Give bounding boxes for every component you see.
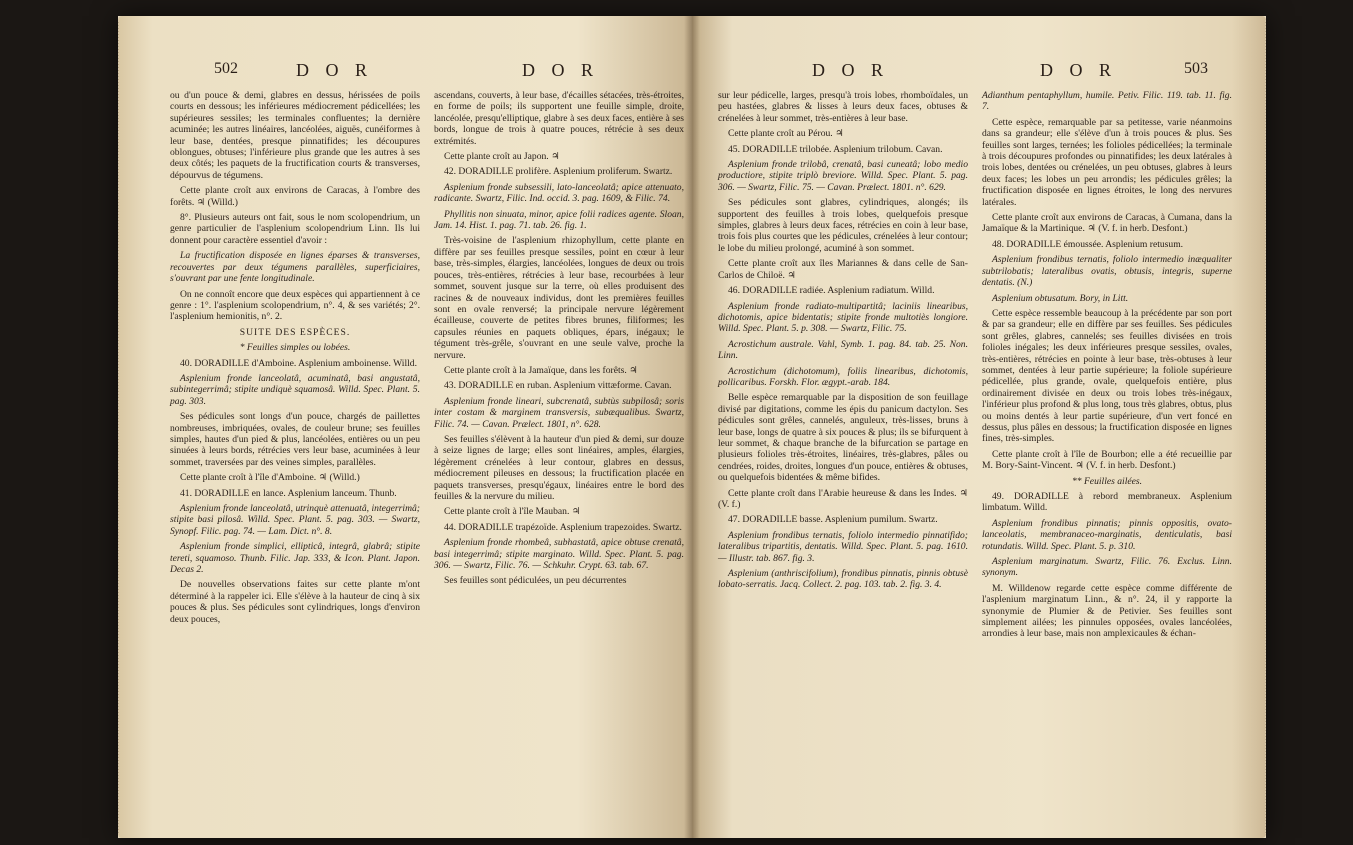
species-entry: 40. DORADILLE d'Amboine. Asplenium amboinense. Willd. xyxy=(180,357,417,369)
paragraph: De nouvelles observations faites sur cette plante m'ont déterminé à la rappeler ici. Elle s'élève à la hauteur de cinq à six pouces & plus. Ses pédicules sont cylindriques, longs d'environ deux pouces, xyxy=(170,579,420,625)
left-page xyxy=(118,16,692,838)
paragraph: Cette plante croît dans l'Arabie heureuse & dans les Indes. ♃ (V. f.) xyxy=(718,487,968,510)
subsection-heading: ** Feuilles ailées. xyxy=(1071,475,1143,487)
page-number-right: 503 xyxy=(1184,60,1208,77)
latin-diagnosis: Asplenium frondibus pinnatis; pinnis oppositis, ovato-lanceolatis, membranaceo-marginatis, denticulatis, basi rotundatis. Willd. Spec. Plant. 5. p. 310. xyxy=(982,517,1232,552)
running-head-right-col2: D O R xyxy=(1040,60,1118,80)
paragraph: La fructification disposée en lignes éparses & transverses, recouvertes par deux tégumens parallèles, superficiaires, s'ouvrant par une fente longitudinale. xyxy=(170,250,420,285)
paragraph: Très-voisine de l'asplenium rhizophyllum, cette plante en diffère par ses feuilles presque sessiles, point en cœur à leur base, très-simples, élargies, lancéolées, longues de deux ou trois pouces, très-entières, rétrécies à leur base, recourbées à leur sommet, souvent jusque sur la terre, où elles produisent des racines & de nouveaux individus, dont les premières feuilles sont en ovale renversé; la principale nervure légèrement écailleuse, couverte de petites fibres brunes, filiformes; les capsules réunies en paquets obliques, épars, inégaux; le tégument très-grêle, s'ouvrant en une seule valve, proche la nervure. xyxy=(434,235,684,361)
species-entry: 49. DORADILLE à rebord membraneux. Asplenium limbatum. Willd. xyxy=(982,491,1232,514)
paragraph: ou d'un pouce & demi, glabres en dessus, hérissées de poils courts en dessous; les inférieures médiocrement pédicellées; les supérieures sessiles; les terminales confluentes; la dernière acuminée; les autres linéaires, lancéolées, aiguës, cunéiformes à leur base, dentées, presque pinnatifides; les découpures oblongues, obtuses; l'inférieure plus grande que les autres à ses deux côtés; les paquets de la fructification courts & transverses, dépourvus de tégumens. xyxy=(170,90,420,181)
latin-diagnosis: Asplenium frondibus ternatis, foliolo intermedio inæqualiter subtrilobatis; lateralibus ovatis, obtusis, integris, superne dentatis. (N.) xyxy=(982,254,1232,289)
running-head-left-col1: D O R xyxy=(296,60,374,80)
species-entry: 47. DORADILLE basse. Asplenium pumilum. Swartz. xyxy=(728,514,938,526)
paragraph: On ne connoît encore que deux espèces qui appartiennent à ce genre : 1°. l'asplenium scolopendrium, n°. 4, & ses variétés; 2°. l'asplenium hemionitis, n°. 2. xyxy=(170,288,420,323)
paragraph: Cette plante croît à l'île Mauban. ♃ xyxy=(444,506,581,518)
book-gutter xyxy=(684,16,700,838)
page-edge-right xyxy=(1265,20,1266,834)
paragraph: Cette espèce, remarquable par sa petitesse, varie néanmoins dans sa grandeur; elle s'élève d'un à trois pouces & plus. Ses feuilles sont larges, ternées; les folioles pédicellées; la terminale à trois découpures profondes ou pinnatifides; les deux latérales à trois lobes, dentées ou crénelées, un peu obtuses, glabres à leurs deux faces; les lobes un peu arrondis; les pédicules grêles; la fructification disposée en lignes étroites, le long des nervures latérales. xyxy=(982,116,1232,208)
paragraph: Cette plante croît à l'île d'Amboine. ♃ (Willd.) xyxy=(180,472,360,484)
species-entry: 46. DORADILLE radiée. Asplenium radiatum. Willd. xyxy=(728,285,935,297)
latin-diagnosis: Asplenium fronde simplici, ellipticâ, integrâ, glabrâ; stipite tereti, squamoso. Thunb. Filic. Jap. 333, & Icon. Plant. Japon. Decas 2. xyxy=(170,541,420,576)
paragraph: Ses feuilles s'élèvent à la hauteur d'un pied & demi, sur douze à seize lignes de large; elles sont linéaires, amples, élargies, légèrement crénelées à leur contour, glabres en dessus, médiocrement pileuses en dessous; la fructification placée en paquets transverses, presqu'égaux, linéaires entre le bord des feuilles & la nervure du milieu. xyxy=(434,433,684,502)
paragraph: Cette espèce ressemble beaucoup à la précédente par son port & par sa grandeur; elle en diffère par ses feuilles. Ses pédicules sont grêles, glabres, cannelés; ses feuilles divisées en trois folioles inégales; les deux inférieures presque sessiles, ovales, très-entières, rétrécies en pointe à leur base, très-obtuses à leur sommet, dentées à leur partie supérieure; la foliole supérieure pédicellée, plus grande, ovale, quelquefois entière, plus ordinairement divisée en deux ou trois lobes très-inégaux, l'inférieur plus profond & plus long, tous très glabres, obtus, plus ou moins dentés à leur partie supérieure, d'un vert foncé en dessus, plus pâles en dessous; la fructification disposée en lignes fines, très-simples. xyxy=(982,307,1232,445)
paragraph: Cette plante croît au Japon. ♃ xyxy=(444,151,560,163)
latin-diagnosis: Asplenium fronde lanceolatâ, acuminatâ, basi angustatâ, subintegerrimâ; stipite undiquè squamosâ. Willd. Spec. Plant. 5. pag. 303. xyxy=(170,372,420,407)
species-entry: 48. DORADILLE émoussée. Asplenium retusum. xyxy=(992,238,1184,250)
latin-diagnosis: Asplenium fronde lineari, subcrenatâ, subtùs subpilosâ; soris inter costam & marginem transversis, subæqualibus. Swartz, Filic. 74. — Cavan. Prælect. 1801, n°. 628. xyxy=(434,395,684,430)
right-column-1 xyxy=(718,90,968,595)
latin-diagnosis: Adianthum pentaphyllum, humile. Petiv. Filic. 119. tab. 11. fig. 7. xyxy=(982,90,1232,113)
running-head-left-col2: D O R xyxy=(522,60,600,80)
paragraph: Cette plante croît à la Jamaïque, dans les forêts. ♃ xyxy=(444,364,638,376)
right-column-2 xyxy=(982,90,1232,644)
section-heading: SUITE DES ESPÈCES. xyxy=(239,326,351,338)
latin-diagnosis: Asplenium obtusatum. Bory, in Litt. xyxy=(992,292,1129,304)
latin-diagnosis: Asplenium frondibus ternatis, foliolo intermedio pinnatifido; lateralibus tripartitis, dentatis. Willd. Spec. Plant. 5. pag. 1610. — Illustr. tab. 867. fig. 3. xyxy=(718,529,968,564)
paragraph: Cette plante croît au Pérou. ♃ xyxy=(728,128,844,140)
species-entry: 41. DORADILLE en lance. Asplenium lanceum. Thunb. xyxy=(180,487,397,499)
left-column-2 xyxy=(434,90,684,591)
paragraph: Ses pédicules sont longs d'un pouce, chargés de paillettes nombreuses, imbriquées, ovales, de couleur brune; ses feuilles simples, hautes d'un pied & plus, lancéolées, entières ou un peu sinuées à leurs bords, rétrécies vers leur base, acuminées à leur sommet, traversées par des veines simples, parallèles. xyxy=(170,411,420,468)
latin-diagnosis: Phyllitis non sinuata, minor, apice folii radices agente. Sloan, Jam. 14. Hist. 1. pag. 71. tab. 26. fig. 1. xyxy=(434,208,684,232)
subsection-heading: * Feuilles simples ou lobées. xyxy=(239,342,351,354)
paragraph: sur leur pédicelle, larges, presqu'à trois lobes, rhomboïdales, un peu hastées, glabres & lisses à leurs deux faces, obtuses & crénelées à leur sommet, très-entières à leur base. xyxy=(718,90,968,124)
paragraph: Ses pédicules sont glabres, cylindriques, alongés; ils supportent des feuilles à trois lobes, quelquefois presque simples, glabres à leurs deux faces, rétrécies en coin à leur base, trois fois plus courtes que les pédicules, crénelées à leur contour; le lobe du milieu prolongé, acuminé à son sommet. xyxy=(718,197,968,254)
right-page xyxy=(692,16,1266,838)
latin-diagnosis: Acrostichum australe. Vahl, Symb. 1. pag. 84. tab. 25. Non. Linn. xyxy=(718,338,968,362)
paragraph: Cette plante croît aux environs de Caracas, à Cumana, dans la Jamaïque & la Martinique. ♃ (V. f. in herb. Desfont.) xyxy=(982,212,1232,235)
page-edge-left xyxy=(118,20,119,834)
species-entry: 43. DORADILLE en ruban. Asplenium vittæforme. Cavan. xyxy=(444,380,672,392)
paragraph: Cette plante croît aux environs de Caracas, à l'ombre des forêts. ♃ (Willd.) xyxy=(170,185,420,208)
latin-diagnosis: Asplenium fronde trilobâ, crenatâ, basi cuneatâ; lobo medio productiore, stipite triplò breviore. Willd. Spec. Plant. 5. pag. 306. — Swartz, Filic. 75. — Cavan. Prælect. 1801. n°. 629. xyxy=(718,159,968,193)
paragraph: Cette plante croît aux îles Mariannes & dans celle de San-Carlos de Chiloë. ♃ xyxy=(718,258,968,281)
page-number-left: 502 xyxy=(214,60,238,77)
paragraph: M. Willdenow regarde cette espèce comme différente de l'asplenium marginatum Linn., & n°. 24, il y rapporte la synonymie de Plumier & de Petivier. Ses feuilles sont simplement ailées; les pinnules opposées, ovales lancéolées, arrondies à leur base, mais non amplexicaules & échan- xyxy=(982,582,1232,640)
latin-diagnosis: Asplenium marginatum. Swartz, Filic. 76. Exclus. Linn. synonym. xyxy=(982,556,1232,579)
left-column-1 xyxy=(170,90,420,629)
species-entry: 42. DORADILLE prolifère. Asplenium proliferum. Swartz. xyxy=(444,166,673,178)
latin-diagnosis: Asplenium (anthriscifolium), frondibus pinnatis, pinnis obtusè lobato-serratis. Jacq. Collect. 2. pag. 103. tab. 2. fig. 3. 4. xyxy=(718,568,968,591)
latin-diagnosis: Asplenium fronde radiato-multipartitâ; laciniis linearibus, dichotomis, apice bidentatis; stipite fronde multotiès longiore. Willd. Spec. Plant. 5. p. 308. — Swartz, Filic. 75. xyxy=(718,300,968,335)
species-entry: 44. DORADILLE trapézoïde. Asplenium trapezoides. Swartz. xyxy=(444,521,682,533)
paragraph: 8°. Plusieurs auteurs ont fait, sous le nom scolopendrium, un genre particulier de l'asplenium scolopendrium Linn. Ils lui donnent pour caractère essentiel d'avoir : xyxy=(170,212,420,246)
latin-diagnosis: Asplenium fronde rhombeâ, subhastatâ, apice obtuse crenatâ, basi integerrimâ; stipite marginato. Willd. Spec. Plant. 5. pag. 306. — Swartz, Filic. 76. — Schkuhr. Crypt. 63. tab. 67. xyxy=(434,537,684,572)
latin-diagnosis: Asplenium fronde subsessili, lato-lanceolatâ; apice attenuato, radicante. Swartz, Filic. Ind. occid. 3. pag. 1609, & Filic. 74. xyxy=(434,181,684,205)
paragraph: Belle espèce remarquable par la disposition de son feuillage divisé par digitations, comme les épis du panicum dactylon. Ses pédicules sont grêles, cannelés, anguleux, très-lisses, bruns à leur base, longs de quatre à six pouces & plus; ils se bifurquent à leur sommet, & chaque branche de la bifurcation se partage en plusieurs folioles très-étroites, linéaires, très-glabres, pâles ou cendrées, roides, droites, longues d'un pouce, entières & obtuses, ou quelquefois bidentées & même bifides. xyxy=(718,392,968,484)
latin-diagnosis: Acrostichum (dichotomum), foliis linearibus, dichotomis, pollicaribus. Forskh. Flor. ægypt.-arab. 184. xyxy=(718,365,968,388)
paragraph: Cette plante croît à l'île de Bourbon; elle a été recueillie par M. Bory-Saint-Vincent. ♃ (V. f. in herb. Desfont.) xyxy=(982,448,1232,472)
species-entry: 45. DORADILLE trilobée. Asplenium trilobum. Cavan. xyxy=(728,143,943,155)
open-book xyxy=(118,16,1266,838)
paragraph: ascendans, couverts, à leur base, d'écailles sétacées, très-étroites, en forme de poils; ils supportent une feuille simple, droite, lancéolée, presqu'elliptique, glabre à ses deux faces, entière à ses bords, longue de trois à quatre pouces, rétrécie à ses deux extrémités. xyxy=(434,90,684,147)
running-head-right-col1: D O R xyxy=(812,60,890,80)
latin-diagnosis: Asplenium fronde lanceolatâ, utrinquè attenuatâ, integerrimâ; stipite basi pilosâ. Willd. Spec. Plant. 5. pag. 303. — Swartz, Synopf. Filic. pag. 74. — Lam. Dict. n°. 8. xyxy=(170,503,420,537)
paragraph: Ses feuilles sont pédiculées, un peu décurrentes xyxy=(444,575,627,587)
